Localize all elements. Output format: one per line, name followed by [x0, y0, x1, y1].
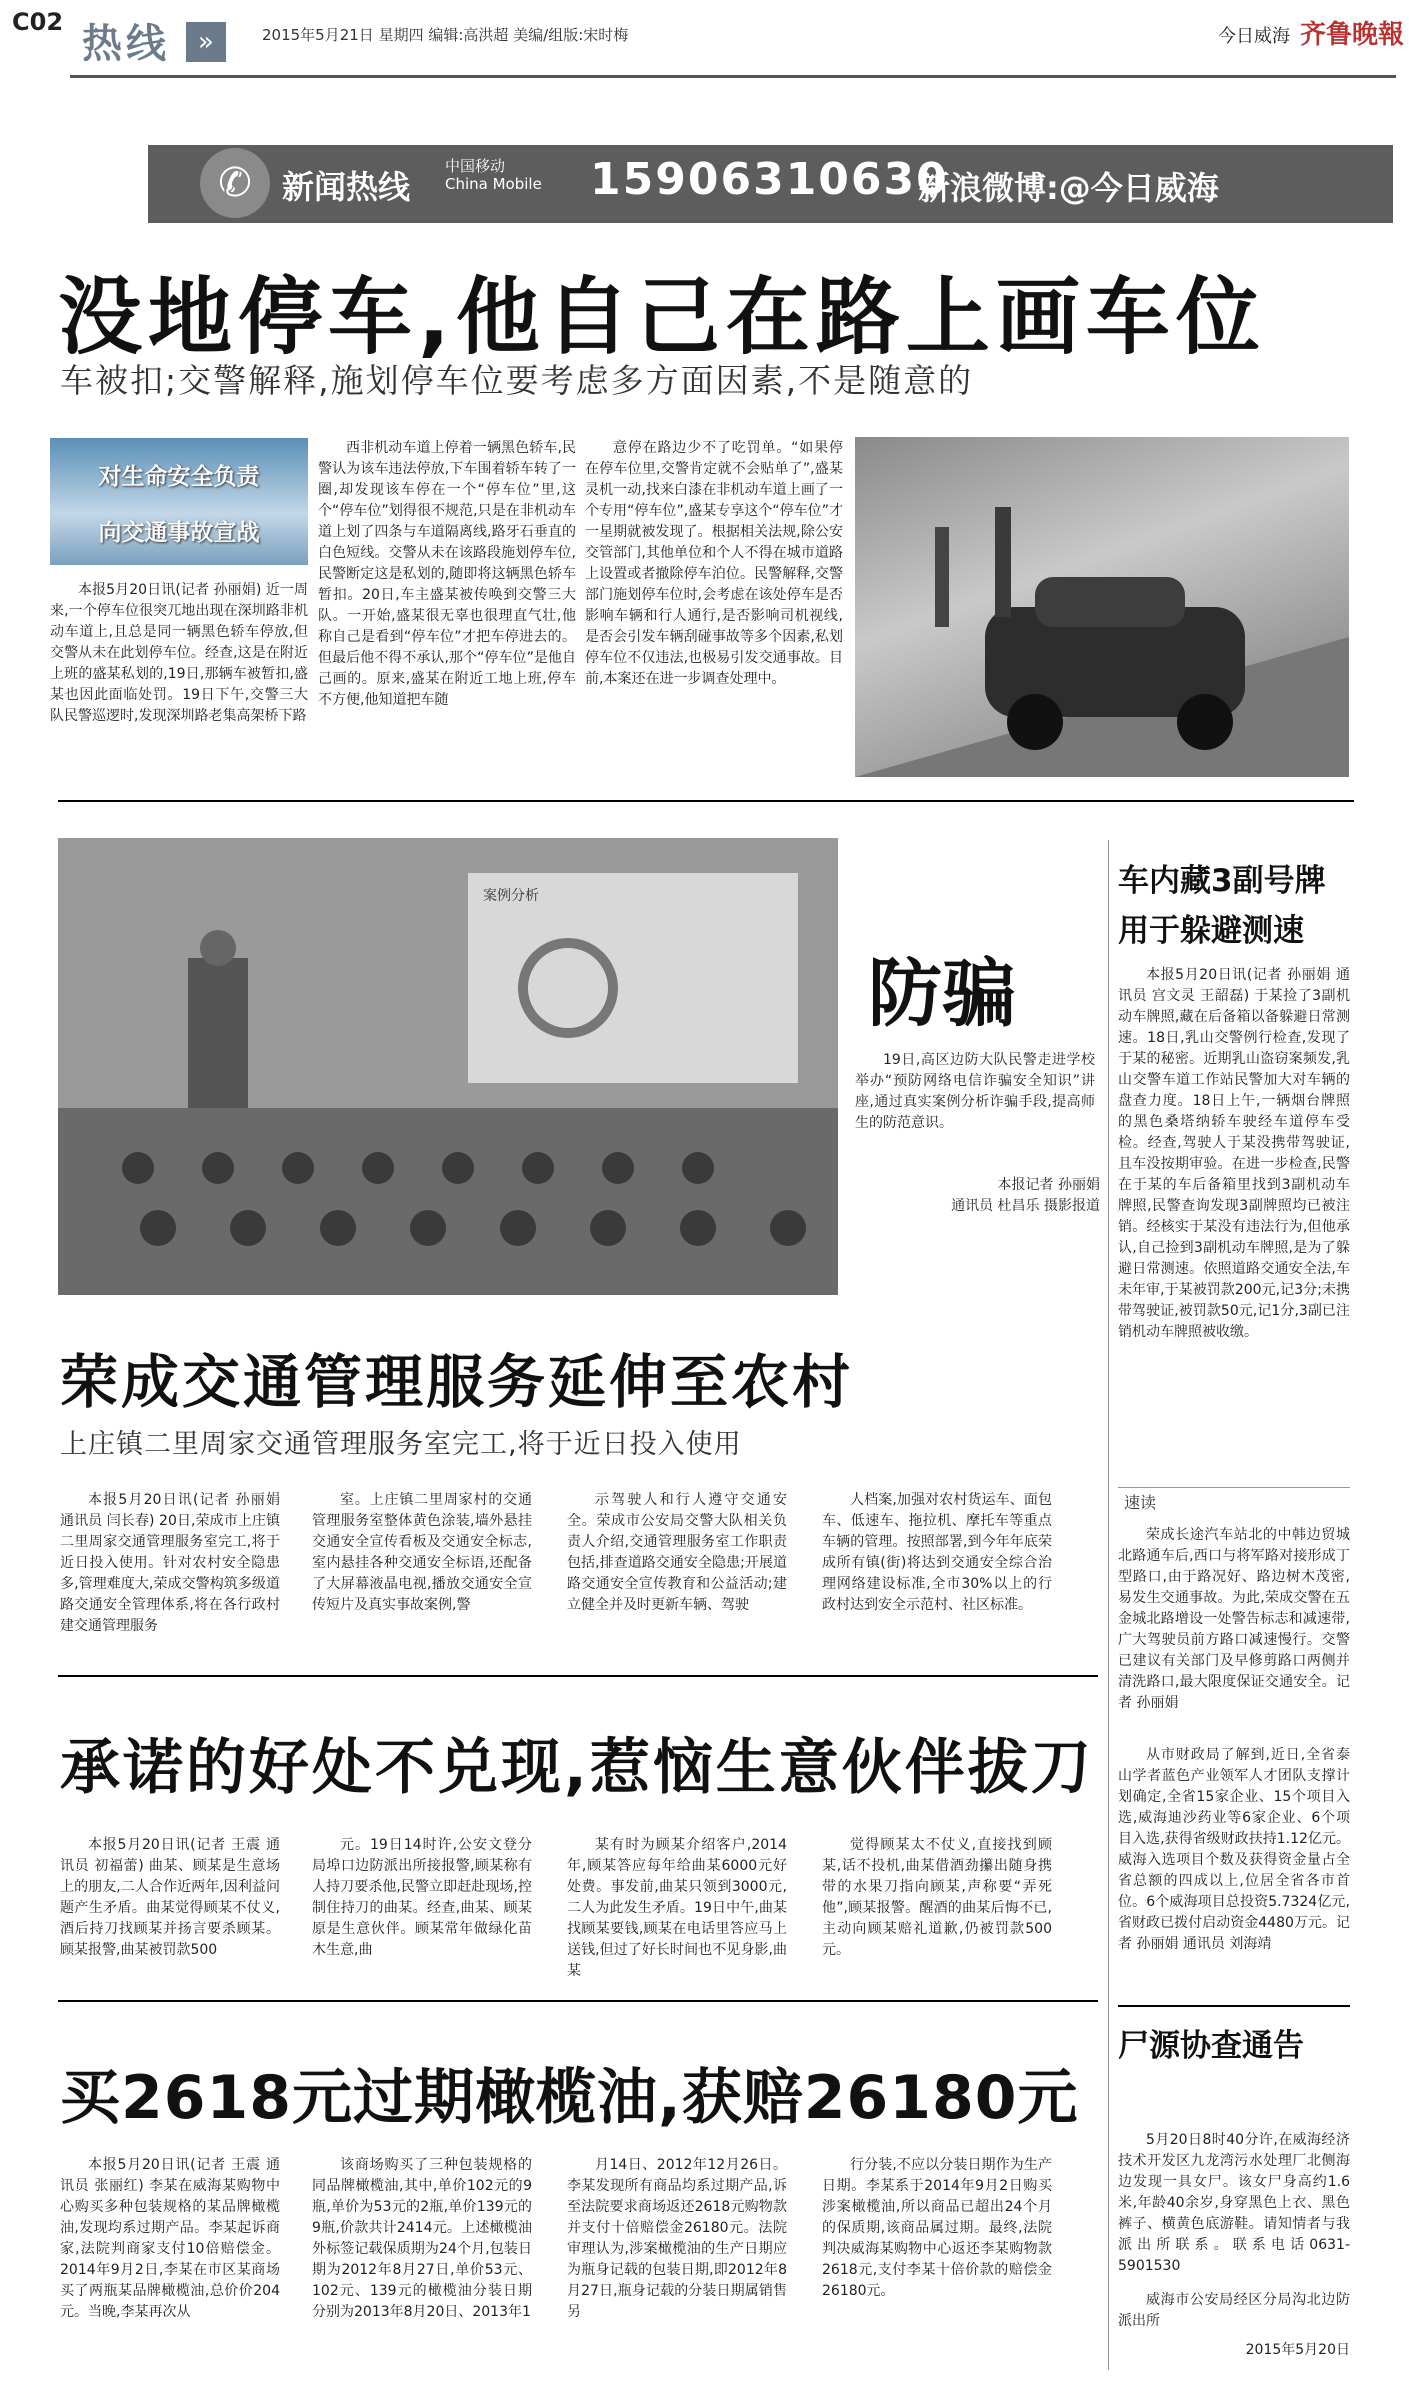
photo-story-title: 防骗 — [868, 951, 1016, 1037]
divider — [1118, 2005, 1350, 2007]
article1-col2: 西非机动车道上停着一辆黑色轿车,民警认为该车违法停放,下车围着轿车转了一圈,却发现该车停在一个“停车位”里,这个“停车位”划得很不规范,只是在非机动车道上划了四条与车道隔离线,路牙石垂直的白色短线。交警从未在该路段施划停车位,民警断定这是私划的,随即将这辆黑色轿车暂扣。20日,车主盛某被传唤到交警三大队。一开始,盛某很无辜也很理直气壮,他称自己是看到“停车位”才把车停进去的。但最后他不得不承认,那个“停车位”是他自己画的。原来,盛某在附近工地上班,停车不方便,他知道把车随 — [318, 440, 576, 708]
header-rule — [70, 75, 1396, 78]
sidebar3-title: 尸源协查通告 — [1118, 2028, 1304, 2064]
sidebar3-footer-org: 威海市公安局经区分局沟北边防派出所 — [1118, 2292, 1350, 2329]
brief2-body: 从市财政局了解到,近日,全省泰山学者蓝色产业领军人才团队支撑计划确定,全省15家企业、15个项目入选,威海迪沙药业等6家企业、6个项目入选,获得省级财政扶持1.12亿元。威海入选项目个数及获得资金量占全省总额的四成以上,位居全省各市首位。6个威海项目总投资5.7324亿元,省财政已拨付启动资金4480万元。记者 孙丽娟 通讯员 刘海靖 — [1118, 1747, 1350, 1952]
article2-subtitle: 上庄镇二里周家交通管理服务室完工,将于近日投入使用 — [60, 1429, 742, 1460]
article1-subtitle: 车被扣;交警解释,施划停车位要考虑多方面因素,不是随意的 — [60, 361, 974, 400]
divider — [58, 1675, 1098, 1677]
divider — [58, 800, 1354, 802]
issue-meta: 2015年5月21日 星期四 编辑:高洪超 美编/组版:宋时梅 — [262, 26, 629, 44]
article2-col1: 本报5月20日讯(记者 孙丽娟 通讯员 闫长春) 20日,荣成市上庄镇二里周家交通管理服务室完工,将于近日投入使用。针对农村安全隐患多,管理难度大,荣成交警构筑多级道路交通安全管理体系,将在各行政村建交通管理服务 — [60, 1492, 280, 1634]
sidebar3-body: 5月20日8时40分许,在威海经济技术开发区九龙湾污水处理厂北侧海边发现一具女尸。该女尸身高约1.6米,年龄40余岁,身穿黑色上衣、黑色裤子、横黄色底游鞋。请知情者与我派出所联系。联系电话0631-5901530 — [1118, 2132, 1350, 2274]
safety-promo-image — [50, 438, 308, 565]
promo-line1: 对生命安全负责 — [98, 464, 260, 490]
article3-title: 承诺的好处不兑现,惹恼生意伙伴拔刀 — [60, 1733, 1094, 1803]
article4-col2: 该商场购买了三种包装规格的同品牌橄榄油,其中,单价102元的9瓶,单价为53元的2瓶,单价139元的9瓶,价款共计2414元。上述橄榄油外标签记载保质期为24个月,包装日期为2012年8月27日,单价53元、102元、139元的橄榄油分装日期分别为2013年8月20日、2013年1 — [312, 2157, 532, 2320]
photo-credit-reporter: 本报记者 孙丽娟 — [997, 1177, 1100, 1193]
hotline-label: 新闻热线 — [282, 168, 411, 206]
article3-col1: 本报5月20日讯(记者 王震 通讯员 初福蕾) 曲某、顾某是生意场上的朋友,二人合作近两年,因利益问题产生矛盾。曲某觉得顾某不仗义,酒后持刀找顾某并扬言要杀顾某。顾某报警,曲某被罚款500 — [60, 1837, 280, 1958]
article2-col2: 室。上庄镇二里周家村的交通管理服务室整体黄色涂装,墙外悬挂交通安全宣传看板及交通安全标志,室内悬挂各种交通安全标语,还配备了大屏幕液晶电视,播放交通安全宣传短片及真实事故案例,警 — [312, 1492, 532, 1613]
brief1-body: 荣成长途汽车站北的中韩边贸城北路通车后,西口与将军路对接形成丁型路口,由于路况好、路边树木茂密,易发生交通事故。为此,荣成交警在五金城北路增设一处警告标志和减速带,广大驾驶员前方路口减速慢行。交警已建议有关部门及早修剪路口两侧并清洗路口,最大限度保证交通安全。记者 孙丽娟 — [1118, 1527, 1350, 1711]
sidebar1-title-line2: 用于躲避测速 — [1118, 913, 1304, 949]
sidebar3-footer-date: 2015年5月20日 — [1245, 2342, 1350, 2358]
car-illustration — [855, 437, 1349, 777]
article2-title: 荣成交通管理服务延伸至农村 — [60, 1348, 854, 1416]
article4-col1: 本报5月20日讯(记者 王震 通讯员 张丽红) 李某在威海某购物中心购买多种包装规格的某品牌橄榄油,发现均系过期产品。李某起诉商家,法院判商家支付10倍赔偿金。2014年9月2日,李某在市区某商场买了两瓶某品牌橄榄油,总价价204元。当晚,李某再次从 — [60, 2157, 280, 2320]
parked-car-photo — [855, 437, 1349, 777]
divider — [58, 2000, 1098, 2002]
article1-col1: 本报5月20日讯(记者 孙丽娟) 近一周来,一个停车位很突兀地出现在深圳路非机动车道上,且总是同一辆黑色轿车停放,但交警从未在此划停车位。经查,这是在附近上班的盛某私划的,19日,那辆车被暂扣,盛某也因此面临处罚。19日下午,交警三大队民警巡逻时,发现深圳路老集高架桥下路 — [50, 582, 308, 724]
article3-col2: 元。19日14时许,公安文登分局埠口边防派出所接报警,顾某称有人持刀要杀他,民警立即赶赴现场,控制住持刀的曲某。经查,曲某、顾某原是生意伙伴。顾某常年做绿化苗木生意,曲 — [312, 1837, 532, 1958]
lecture-illustration — [58, 838, 838, 1295]
article2-col3: 示驾驶人和行人遵守交通安全。荣成市公安局交警大队相关负责人介绍,交通管理服务室工作职责包括,排查道路交通安全隐患;开展道路交通安全宣传教育和公益活动;建立健全并及时更新车辆、驾驶 — [567, 1492, 787, 1613]
china-mobile-logo — [445, 157, 542, 193]
photo-caption: 19日,高区边防大队民警走进学校举办“预防网络电信诈骗安全知识”讲座,通过真实案例分析诈骗手段,提高师生的防范意识。 — [855, 1052, 1095, 1131]
lecture-photo — [58, 838, 838, 1295]
mobile-name-en: China Mobile — [445, 175, 542, 193]
weibo-handle: 新浪微博:@今日威海 — [918, 169, 1219, 207]
slide-title: 案例分析 — [483, 888, 539, 904]
bird-logo-icon: ✆ — [200, 148, 270, 218]
article2-col4: 人档案,加强对农村货运车、面包车、低速车、拖拉机、摩托车等重点车辆的管理。按照部署,到今年年底荣成所有镇(街)将达到交通安全综合治理网络建设标准,全市30%以上的行政村达到安全示范村、社区标准。 — [822, 1492, 1052, 1613]
sidebar-divider — [1108, 840, 1109, 2370]
article1-title: 没地停车,他自己在路上画车位 — [58, 268, 1266, 366]
photo-credit — [855, 1175, 1100, 1217]
page-number: C02 — [12, 8, 64, 36]
sidebar1-body: 本报5月20日讯(记者 孙丽娟 通讯员 宫文灵 王韶磊) 于某捡了3副机动车牌照,藏在后备箱以备躲避日常测速。18日,乳山交警例行检查,发现了于某的秘密。近期乳山盗窃案频发,乳山交警车道工作站民警加大对车辆的盘查力度。18日上午,一辆烟台牌照的黑色桑塔纳轿车驶经车道停车受检。经查,驾驶人于某没携带驾驶证,且车没按期审验。在进一步检查,民警在于某的车后备箱里找到3副机动车牌照,民警查询发现3副牌照均已被注销。经核实于某没有违法行为,但他承认,自己捡到3副机动车牌照,是为了躲避日常测速。依照道路交通安全法,车未年审,于某被罚款200元,记3分;未携带驾驶证,被罚款50元,记1分,3副已注销机动车牌照被收缴。 — [1118, 967, 1350, 1340]
article4-col4: 行分装,不应以分装日期作为生产日期。李某系于2014年9月2日购买涉案橄榄油,所以商品已超出24个月的保质期,该商品属过期。最终,法院判决威海某购物中心返还李某购物款2618元,支付李某十倍价款的赔偿金26180元。 — [822, 2157, 1052, 2299]
brand-paper: 齐鲁晚報 — [1300, 20, 1405, 50]
photo-credit-team: 通讯员 杜昌乐 摄影报道 — [951, 1198, 1100, 1214]
article4-col3: 月14日、2012年12月26日。李某发现所有商品均系过期产品,诉至法院要求商场返还2618元购物款并支付十倍赔偿金26180元。法院审理认为,涉案橄榄油的生产日期应为瓶身记载的包装日期,即2012年8月27日,瓶身记载的分装日期属销售另 — [567, 2157, 787, 2320]
section-name: 热线 — [82, 21, 170, 67]
article4-title: 买2618元过期橄榄油,获赔26180元 — [60, 2063, 1079, 2133]
article3-col4: 觉得顾某太不仗义,直接找到顾某,话不投机,曲某借酒劲攥出随身携带的水果刀指向顾某,声称要“弄死他”,顾某报警。醒酒的曲某后悔不已,主动向顾某赔礼道歉,仍被罚款500元。 — [822, 1837, 1052, 1958]
brand-city: 今日威海 — [1218, 26, 1290, 47]
hotline-phone: 15906310630 — [590, 154, 949, 205]
brief-label: 速读 — [1124, 1493, 1157, 1512]
brief-rule — [1118, 1487, 1350, 1488]
mobile-name-cn: 中国移动 — [445, 157, 506, 175]
article3-col3: 某有时为顾某介绍客户,2014年,顾某答应每年给曲某6000元好处费。事发前,曲某只领到3000元,二人为此发生矛盾。19日中午,曲某找顾某要钱,顾某在电话里答应马上送钱,但过了好长时间也不见身影,曲某 — [567, 1837, 787, 1979]
article1-col3: 意停在路边少不了吃罚单。“如果停在停车位里,交警肯定就不会贴单了”,盛某灵机一动,找来白漆在非机动车道上画了一个专用“停车位”,盛某专享这个“停车位”才一星期就被发现了。根据相关法规,除公安交管部门,其他单位和个人不得在城市道路上设置或者撤除停车泊位。民警解释,交警部门施划停车位时,会考虑在该处停车是否影响车辆和行人通行,是否影响司机视线,是否会引发车辆刮碰事故等多个因素,私划停车位不仅违法,也极易引发交通事故。目前,本案还在进一步调查处理中。 — [585, 440, 843, 687]
promo-line2: 向交通事故宣战 — [98, 520, 260, 546]
sidebar1-title-line1: 车内藏3副号牌 — [1118, 863, 1326, 899]
chevron-right-icon: » — [186, 22, 226, 62]
